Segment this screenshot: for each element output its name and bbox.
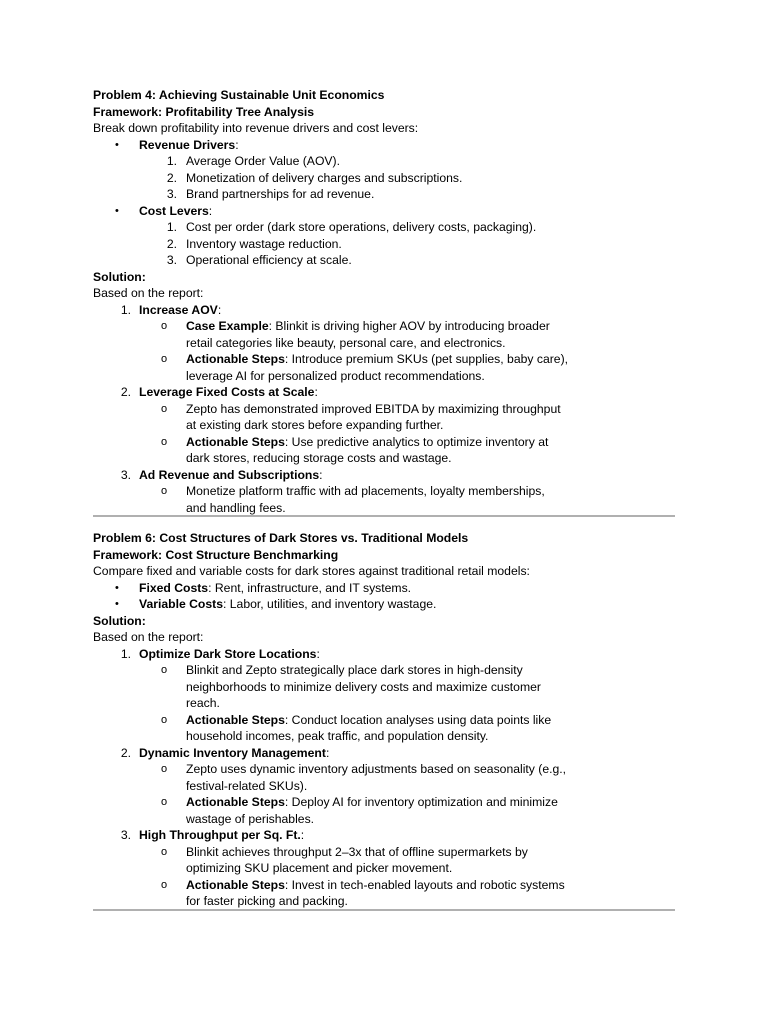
sub-point-line: festival-related SKUs). [186, 778, 308, 793]
sub-point-line: Actionable Steps: Use predictive analytics to optimize inventory at [186, 434, 549, 449]
step-number: 2. [120, 385, 131, 399]
step-title: Ad Revenue and Subscriptions: [139, 467, 323, 482]
bullet-marker: • [115, 581, 119, 594]
step-title: Dynamic Inventory Management: [139, 745, 330, 760]
solution-label: Solution: [93, 269, 146, 284]
based-on-report: Based on the report: [93, 630, 204, 644]
circle-bullet-marker: o [161, 878, 168, 891]
sub-point-line: at existing dark stores before expanding further. [186, 418, 444, 432]
list-number: 2. [166, 170, 177, 185]
sub-point-line: Case Example: Blinkit is driving higher AOV by introducing broader [186, 319, 550, 333]
step-number: 2. [120, 745, 131, 760]
sub-point-line: leverage AI for personalized product recommendations. [186, 368, 485, 383]
sub-point-line: wastage of perishables. [186, 811, 315, 826]
circle-bullet-marker: o [161, 664, 168, 676]
step-title: Leverage Fixed Costs at Scale: [139, 385, 318, 399]
sub-point-line: retail categories like beauty, personal care, and electronics. [186, 335, 506, 350]
problem-4-title: Problem 4: Achieving Sustainable Unit Economics [93, 88, 385, 102]
circle-bullet-marker: o [161, 485, 168, 497]
cost-item: Operational efficiency at scale. [186, 253, 352, 267]
sub-point-line: neighborhoods to minimize delivery costs and maximize customer [186, 679, 541, 694]
list-number: 1. [166, 220, 177, 234]
section-divider [93, 909, 675, 911]
bullet-marker: • [115, 204, 119, 217]
circle-bullet-marker: o [161, 763, 168, 775]
based-on-report: Based on the report: [93, 286, 204, 300]
sub-point-line: Monetize platform traffic with ad placements, loyalty memberships, [186, 484, 545, 498]
circle-bullet-marker: o [161, 796, 168, 808]
cost-type-item: Fixed Costs: Rent, infrastructure, and IT systems. [139, 580, 412, 595]
revenue-item: Average Order Value (AOV). [186, 154, 340, 168]
step-number: 3. [120, 828, 131, 842]
sub-point-line: Zepto has demonstrated improved EBITDA by maximizing throughput [186, 401, 561, 416]
revenue-item: Monetization of delivery charges and subscriptions. [186, 170, 463, 185]
sub-point-line: household incomes, peak traffic, and population density. [186, 729, 489, 743]
revenue-item: Brand partnerships for ad revenue. [186, 187, 375, 201]
revenue-drivers-heading: Revenue Drivers: [139, 137, 239, 152]
step-number: 1. [120, 646, 131, 661]
list-number: 2. [166, 236, 177, 251]
list-number: 1. [166, 154, 177, 168]
circle-bullet-marker: o [161, 845, 168, 858]
sub-point-line: for faster picking and packing. [186, 894, 348, 908]
problem-6-title: Problem 6: Cost Structures of Dark Stores vs. Traditional Models [93, 531, 469, 545]
sub-point-line: Actionable Steps: Introduce premium SKUs (pet supplies, baby care), [186, 352, 569, 366]
circle-bullet-marker: o [161, 435, 168, 448]
sub-point-line: optimizing SKU placement and picker movement. [186, 861, 453, 875]
sub-point-line: Actionable Steps: Deploy AI for inventory optimization and minimize [186, 795, 558, 809]
section-divider [93, 515, 675, 517]
problem-4-framework: Framework: Profitability Tree Analysis [93, 104, 315, 119]
cost-type-item: Variable Costs: Labor, utilities, and inventory wastage. [139, 597, 437, 611]
step-title: Optimize Dark Store Locations: [139, 646, 320, 661]
cost-levers-heading: Cost Levers: [139, 203, 213, 218]
sub-point-line: Blinkit achieves throughput 2–3x that of offline supermarkets by [186, 844, 528, 859]
sub-point-line: reach. [186, 696, 220, 710]
step-title: Increase AOV: [139, 302, 222, 317]
bullet-marker: • [115, 138, 119, 151]
sub-point-line: Actionable Steps: Conduct location analyses using data points like [186, 712, 552, 727]
sub-point-line: dark stores, reducing storage costs and wastage. [186, 451, 452, 465]
list-number: 3. [166, 253, 177, 267]
problem-6-intro: Compare fixed and variable costs for dark stores against traditional retail models: [93, 564, 530, 578]
list-number: 3. [166, 187, 177, 201]
sub-point-line: Blinkit and Zepto strategically place dark stores in high-density [186, 663, 523, 677]
cost-item: Cost per order (dark store operations, delivery costs, packaging). [186, 220, 537, 234]
step-number: 1. [120, 302, 131, 317]
circle-bullet-marker: o [161, 353, 168, 365]
circle-bullet-marker: o [161, 713, 168, 726]
circle-bullet-marker: o [161, 320, 168, 332]
bullet-marker: • [115, 598, 119, 610]
step-number: 3. [120, 467, 131, 482]
step-title: High Throughput per Sq. Ft.: [139, 828, 305, 842]
sub-point-line: Zepto uses dynamic inventory adjustments based on seasonality (e.g., [186, 762, 567, 776]
problem-6-framework: Framework: Cost Structure Benchmarking [93, 547, 339, 562]
cost-item: Inventory wastage reduction. [186, 236, 342, 251]
circle-bullet-marker: o [161, 402, 168, 415]
sub-point-line: and handling fees. [186, 500, 286, 515]
solution-label: Solution: [93, 613, 146, 628]
problem-4-intro: Break down profitability into revenue drivers and cost levers: [93, 121, 419, 135]
sub-point-line: Actionable Steps: Invest in tech-enabled layouts and robotic systems [186, 877, 565, 892]
